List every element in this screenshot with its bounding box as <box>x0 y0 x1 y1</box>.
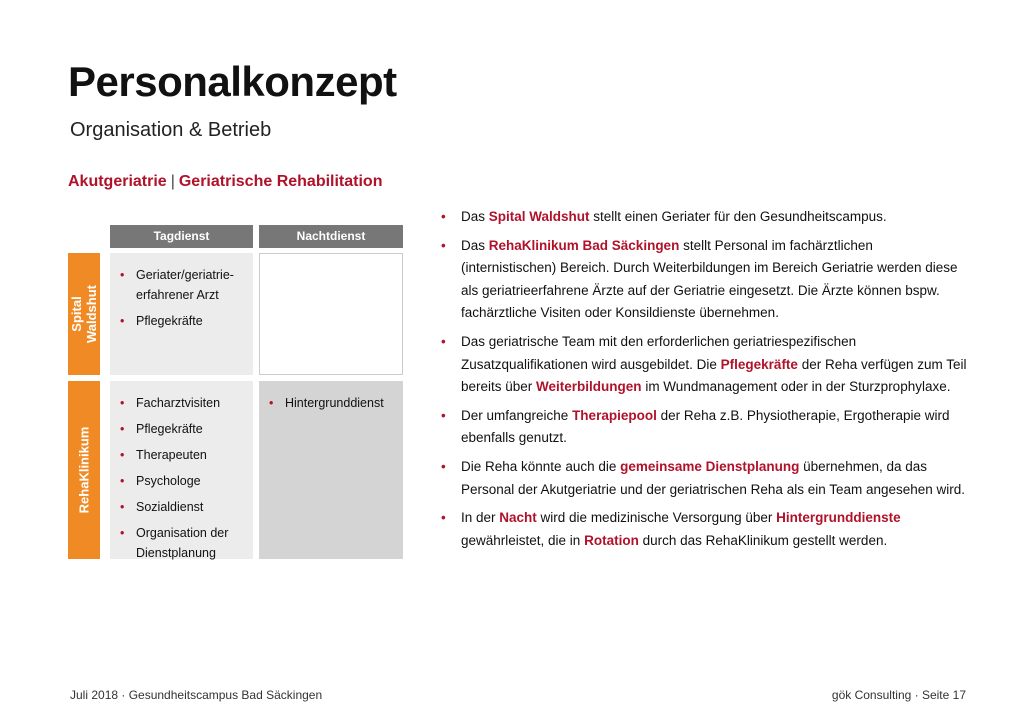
footer-right: gök Consulting · Seite 17 <box>831 688 966 702</box>
cell-list <box>110 253 253 331</box>
cell-list-item: • Therapeuten <box>120 445 247 465</box>
row-label-spital-waldshut <box>68 253 100 375</box>
page-title: Personalkonzept <box>68 58 397 105</box>
highlight-text: Nacht <box>499 510 537 526</box>
bullet-item: • Das Spital Waldshut stellt einen Geriater für den Gesundheitscampus. <box>441 206 971 229</box>
highlight-text: Weiterbildungen <box>536 379 642 395</box>
bullet-item: • In der Nacht wird die medizinische Versorgung über Hintergrunddienste gewährleistet, die in Rotation durch das RehaKlinikum gestellt werden. <box>441 507 971 552</box>
cell-list-item: • Pflegekräfte <box>120 311 247 331</box>
highlight-text: Pflegekräfte <box>720 356 798 372</box>
row-label-rehaklinikum <box>68 381 100 559</box>
footer-left: Juli 2018 · Gesundheitscampus Bad Säckingen <box>70 688 323 702</box>
column-header-nachtdienst: Nachtdienst <box>259 225 403 248</box>
highlight-text: Therapiepool <box>572 407 657 423</box>
cell-list-item: • Facharztvisiten <box>120 393 247 413</box>
cell-list-item: • Sozialdienst <box>120 497 247 517</box>
row-label-line: Spital <box>69 296 84 332</box>
bullet-list <box>441 206 971 552</box>
cell-list-item: • Psychologe <box>120 471 247 491</box>
highlight-text: gemeinsame Dienstplanung <box>620 458 800 474</box>
highlight-text: Hintergrunddienste <box>776 510 901 526</box>
cell-reha-tagdienst <box>110 381 253 559</box>
cell-reha-nachtdienst <box>259 381 403 559</box>
cell-list <box>259 381 403 413</box>
cell-list-item: • Organisation der Dienstplanung <box>120 523 247 563</box>
bullet-item: • Der umfangreiche Therapiepool der Reha z.B. Physiotherapie, Ergotherapie wird ebenfalls genutzt. <box>441 405 971 450</box>
cell-list-item: • Geriater/geriatrie-erfahrener Arzt <box>120 265 247 305</box>
bullet-item: • Die Reha könnte auch die gemeinsame Dienstplanung übernehmen, da das Personal der Akutgeriatrie und der geriatrischen Reha als ein Team angesehen wird. <box>441 456 971 501</box>
column-header-tagdienst: Tagdienst <box>110 225 253 248</box>
section-heading <box>68 173 382 191</box>
section-heading-right: Geriatrische Rehabilitation <box>178 173 383 190</box>
highlight-text: Rotation <box>584 532 639 548</box>
row-label-line: RehaKlinikum <box>76 426 92 514</box>
row-label-line: Waldshut <box>84 284 99 344</box>
bullet-list-container <box>441 206 971 558</box>
cell-list-item: • Pflegekräfte <box>120 419 247 439</box>
highlight-text: Spital Waldshut <box>488 209 590 224</box>
highlight-text: RehaKlinikum Bad Säckingen <box>488 237 680 253</box>
cell-spital-nachtdienst <box>259 253 403 375</box>
page-subtitle: Organisation & Betrieb <box>70 119 272 141</box>
section-heading-left: Akutgeriatrie <box>68 173 167 190</box>
cell-spital-tagdienst <box>110 253 253 375</box>
bullet-item: • Das geriatrische Team mit den erforderlichen geriatriespezifischen Zusatzqualifikationen wird ausgebildet. Die Pflegekräfte der Reha verfügen zum Teil bereits über Weiterbildungen im Wundmanagement oder in der Sturzprophylaxe. <box>441 331 971 399</box>
cell-list <box>110 381 253 563</box>
cell-list-item: • Hintergrunddienst <box>269 393 397 413</box>
bullet-item: • Das RehaKlinikum Bad Säckingen stellt Personal im fachärztlichen (internistischen) Bereich. Durch Weiterbildungen im Bereich Geriatrie werden diese als geriatrieerfahrene Ärzte auf der Geriatrie eingesetzt. Die Ärzte können bspw. fachärztliche Visiten oder Konsildienste übernehmen. <box>441 235 971 325</box>
section-heading-separator: | <box>170 173 175 190</box>
